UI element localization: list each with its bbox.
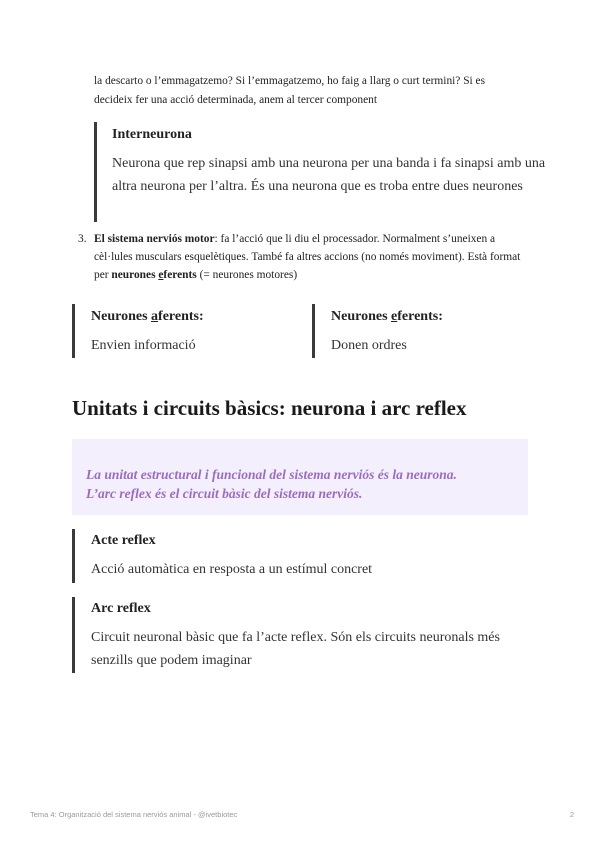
callout-title bbox=[91, 309, 311, 325]
callout-body: Neurona que rep sinapsi amb una neurona per una banda i fa sinapsi amb una altra neurona per l’altra. És una neurona que es troba entre dues neurones bbox=[112, 156, 546, 194]
title-suffix: ferents: bbox=[397, 309, 443, 324]
callout-title: Interneurona bbox=[112, 127, 192, 142]
section-title: Unitats i circuits bàsics: neurona i arc reflex bbox=[72, 396, 467, 420]
intro-line-2: decideix fer una acció determinada, anem al tercer component bbox=[94, 94, 378, 106]
highlight-box bbox=[72, 439, 528, 515]
callout-title: Arc reflex bbox=[91, 601, 151, 616]
title-underlined: a bbox=[151, 309, 159, 324]
bold-term-2-suffix: ferents bbox=[163, 269, 197, 281]
title-prefix: Neurones bbox=[331, 309, 392, 324]
page-footer bbox=[30, 810, 574, 819]
page-number: 2 bbox=[569, 810, 574, 819]
highlight-line-1: La unitat estructural i funcional del sistema nerviós és la neurona. bbox=[86, 467, 457, 482]
callout-body: Donen ordres bbox=[331, 338, 407, 353]
bold-term: El sistema nerviós motor bbox=[94, 233, 215, 245]
callout-body: Envien informació bbox=[91, 338, 196, 353]
list-text-part-2: (= neurones motores) bbox=[196, 269, 298, 281]
callout-interneurona bbox=[94, 122, 552, 222]
list-text bbox=[94, 230, 534, 284]
bold-term-2 bbox=[111, 269, 196, 281]
intro-line-1: la descarto o l’emmagatzemo? Si l’emmagatzemo, ho faig a llarg o curt termini? Si es bbox=[94, 75, 486, 87]
list-item-3 bbox=[78, 230, 534, 284]
callout-title: Acte reflex bbox=[91, 533, 156, 548]
bold-term-2-underlined: e bbox=[158, 269, 164, 281]
callout-aferents bbox=[72, 304, 311, 358]
callout-body: Circuit neuronal bàsic que fa l’acte reflex. Són els circuits neuronals més senzills que podem imaginar bbox=[91, 630, 500, 668]
callout-arc-reflex bbox=[72, 597, 531, 673]
title-prefix: Neurones bbox=[91, 309, 152, 324]
callout-body: Acció automàtica en resposta a un estímul concret bbox=[91, 562, 373, 577]
callout-title bbox=[331, 309, 551, 325]
footer-text: Tema 4: Organització del sistema nerviós animal - @ivetbiotec bbox=[30, 810, 238, 819]
list-text-part-1: : fa l’acció que li diu el processador. Normalment s’uneixen a cèl·lules musculars esquelètiques. També fa altres accions (no només moviment). Està format per bbox=[94, 233, 521, 281]
bold-term-2-prefix: neurones bbox=[111, 269, 159, 281]
title-suffix: ferents: bbox=[158, 309, 204, 324]
callout-acte-reflex bbox=[72, 529, 531, 583]
intro-paragraph bbox=[94, 72, 534, 110]
list-number: 3. bbox=[78, 233, 87, 245]
highlight-line-2: L’arc reflex és el circuit bàsic del sistema nerviós. bbox=[86, 486, 363, 501]
title-underlined: e bbox=[391, 309, 398, 324]
callout-eferents bbox=[312, 304, 551, 358]
